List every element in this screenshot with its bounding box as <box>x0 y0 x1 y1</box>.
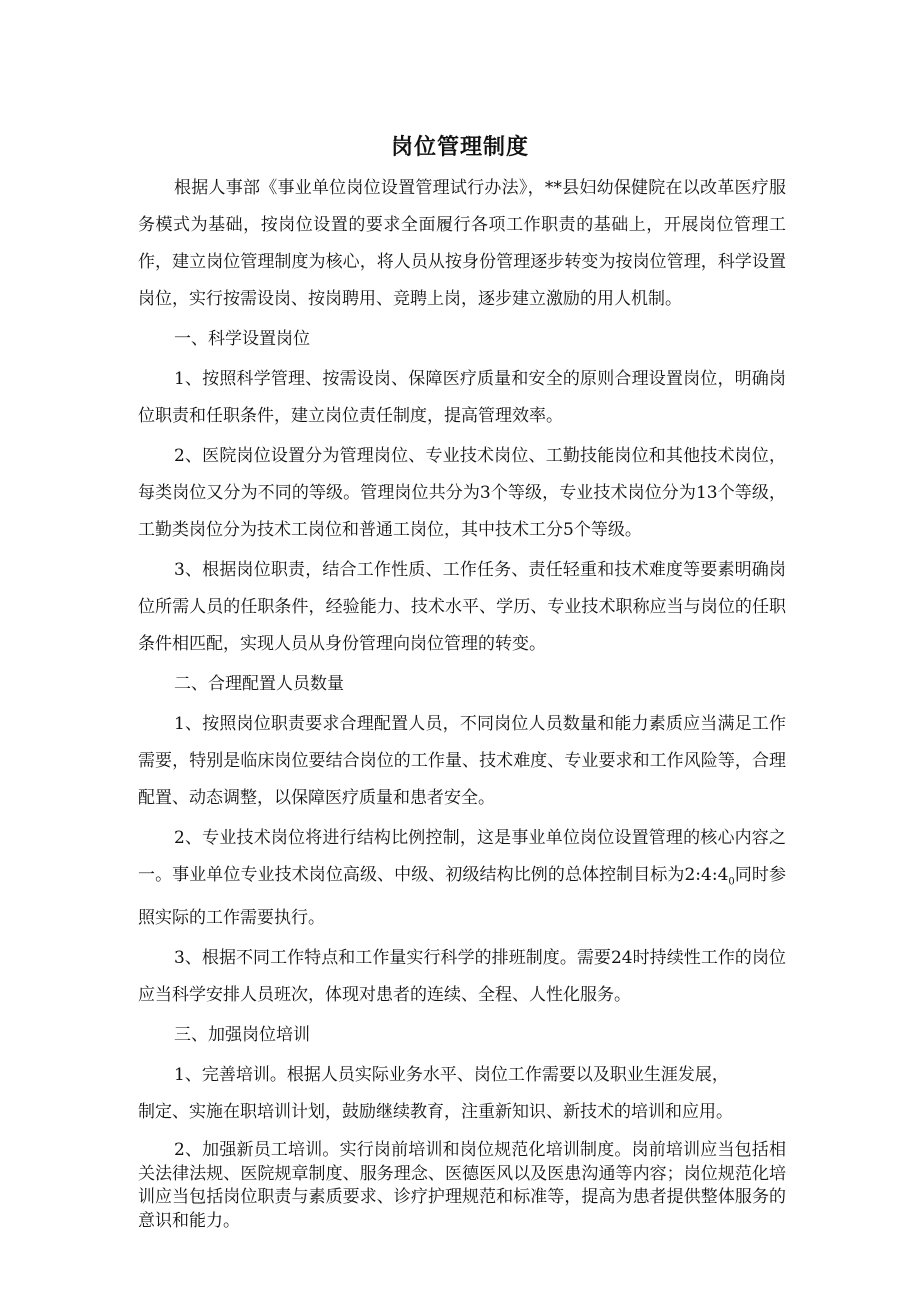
section-1-paragraph-1: 1、按照科学管理、按需设岗、保障医疗质量和安全的原则合理设置岗位，明确岗位职责和任职条件，建立岗位责任制度，提高管理效率。 <box>138 369 786 426</box>
section-heading-3: 三、加强岗位培训 <box>174 1025 310 1046</box>
section-3-paragraph-1-line-2: 制定、实施在职培训计划，鼓励继续教育，注重新知识、新技术的培训和应用。 <box>138 1102 733 1123</box>
section-3-paragraph-1-line-1: 1、完善培训。根据人员实际业务水平、岗位工作需要以及职业生涯发展， <box>174 1065 729 1086</box>
intro-paragraph: 根据人事部《事业单位岗位设置管理试行办法》，**县妇幼保健院在以改革医疗服务模式为基础，按岗位设置的要求全面履行各项工作职责的基础上，开展岗位管理工作，建立岗位管理制度为核心，将人员从按身份管理逐步转变为按岗位管理，科学设置岗位，实行按需设岗、按岗聘用、竞聘上岗，逐步建立激励的用人机制。 <box>138 178 786 309</box>
ratio-subscript: 0 <box>728 876 735 888</box>
section-3-paragraph-2: 2、加强新员工培训。实行岗前培训和岗位规范化培训制度。岗前培训应当包括相关法律法规、医院规章制度、服务理念、医德医风以及医患沟通等内容；岗位规范化培训应当包括岗位职责与素质要求、诊疗护理规范和标准等，提高为患者提供整体服务的意识和能力。 <box>138 1140 786 1231</box>
section-heading-2: 二、合理配置人员数量 <box>174 674 344 694</box>
section-1-paragraph-3: 3、根据岗位职责，结合工作性质、工作任务、责任轻重和技术难度等要素明确岗位所需人员的任职条件，经验能力、技术水平、学历、专业技术职称应当与岗位的任职条件相匹配，实现人员从身份管理向岗位管理的转变。 <box>138 560 786 654</box>
ratio-text: 2、专业技术岗位将进行结构比例控制，这是事业单位岗位设置管理的核心内容之一。事业单位专业技术岗位高级、中级、初级结构比例的总体控制目标为2:4:4 <box>138 828 786 885</box>
document-body <box>138 170 786 1233</box>
page-title: 岗位管理制度 <box>390 135 529 160</box>
section-2-paragraph-2 <box>138 820 786 937</box>
section-2-paragraph-1: 1、按照岗位职责要求合理配置人员，不同岗位人员数量和能力素质应当满足工作需要，特别是临床岗位要结合岗位的工作量、技术难度、专业要求和工作风险等，合理配置、动态调整，以保障医疗质量和患者安全。 <box>138 714 786 808</box>
section-2-paragraph-3: 3、根据不同工作特点和工作量实行科学的排班制度。需要24时持续性工作的岗位应当科学安排人员班次，体现对患者的连续、全程、人性化服务。 <box>138 948 786 1006</box>
section-heading-1: 一、科学设置岗位 <box>174 329 310 349</box>
section-1-paragraph-2: 2、医院岗位设置分为管理岗位、专业技术岗位、工勤技能岗位和其他技术岗位，每类岗位又分为不同的等级。管理岗位共分为3个等级，专业技术岗位分为13个等级，工勤类岗位分为技术工岗位和普通工岗位，其中技术工分5个等级。 <box>138 446 786 540</box>
ratio-text-tail: 同时参照实际的工作需要执行。 <box>138 865 786 929</box>
